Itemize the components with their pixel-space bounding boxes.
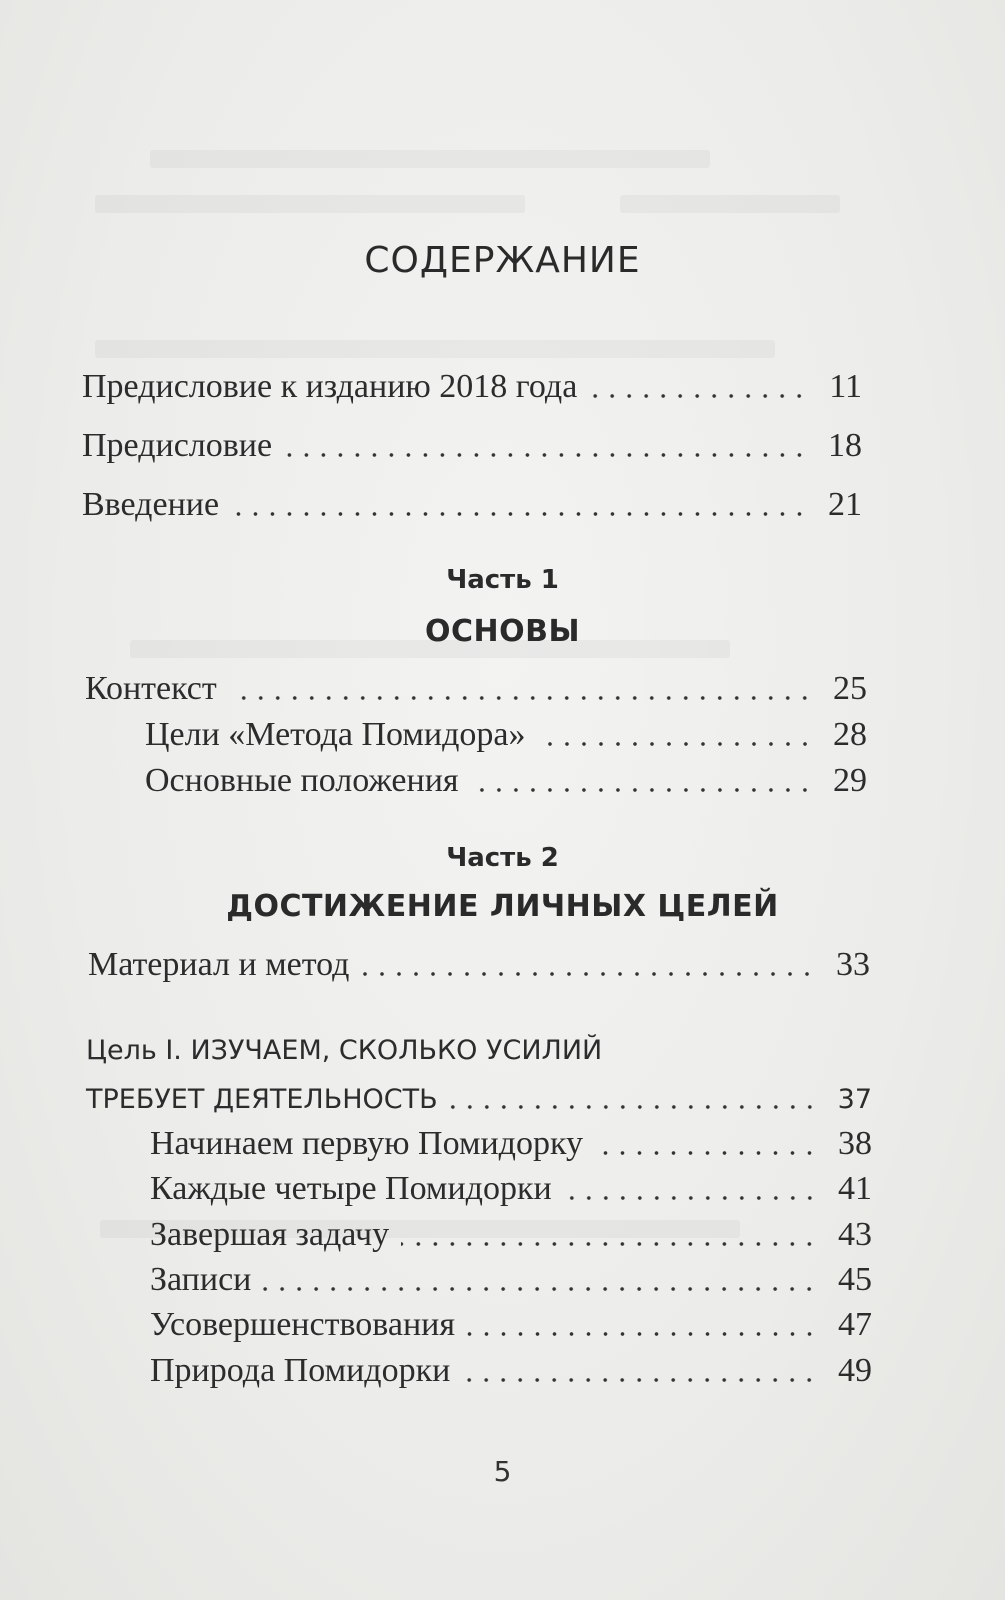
toc-entry-label: Материал и метод	[88, 946, 350, 983]
toc-entry-label: Введение	[82, 486, 220, 523]
toc-entry-page: 33	[836, 946, 870, 983]
toc-entry-page: 49	[838, 1352, 872, 1389]
toc-entry	[82, 368, 862, 406]
dot-leader	[595, 1151, 818, 1155]
toc-entry-page: 25	[833, 670, 867, 707]
dot-leader	[564, 1196, 818, 1200]
goal-heading	[86, 1084, 872, 1115]
part-label: Часть 2	[446, 843, 559, 873]
toc-entry-label: Каждые четыре Помидорки	[150, 1170, 552, 1207]
dot-leader	[471, 788, 813, 792]
show-through-shadow	[150, 150, 710, 168]
dot-leader	[361, 972, 816, 976]
toc-entry-page: 47	[838, 1306, 872, 1343]
toc-entry-page: 41	[838, 1170, 872, 1207]
toc-entry	[150, 1261, 872, 1299]
show-through-shadow	[95, 195, 525, 213]
toc-entry-label: Природа Помидорки	[150, 1352, 451, 1389]
toc-entry-label: Усовершенствования	[150, 1306, 455, 1343]
dot-leader	[589, 394, 808, 398]
toc-entry	[145, 716, 867, 754]
toc-entry	[150, 1306, 872, 1344]
toc-entry-page: 28	[833, 716, 867, 753]
toc-entry	[150, 1125, 872, 1163]
part-label: Часть 1	[446, 565, 559, 595]
dot-leader	[538, 742, 813, 746]
toc-entry	[150, 1170, 872, 1208]
toc-entry-label: Записи	[150, 1261, 252, 1298]
toc-entry-page: 37	[837, 1084, 872, 1115]
toc-entry-label: Предисловие к изданию 2018 года	[82, 368, 578, 405]
toc-entry	[88, 946, 870, 984]
dot-leader	[284, 453, 808, 457]
toc-entry	[150, 1216, 872, 1254]
toc-entry-label: Контекст	[85, 670, 217, 707]
toc-entry-page: 18	[828, 427, 862, 464]
part-title: ДОСТИЖЕНИЕ ЛИЧНЫХ ЦЕЛЕЙ	[226, 889, 779, 924]
show-through-shadow	[95, 340, 775, 358]
dot-leader	[462, 1378, 818, 1382]
dot-leader	[263, 1287, 818, 1291]
dot-leader	[467, 1332, 818, 1336]
dot-leader	[401, 1242, 818, 1246]
toc-entry-page: 21	[828, 486, 862, 523]
dot-leader	[231, 512, 808, 516]
toc-entry-label: Начинаем первую Помидорку	[150, 1125, 584, 1162]
toc-entry	[82, 486, 862, 524]
dot-leader	[229, 696, 813, 700]
toc-entry-label: Завершая задачу	[150, 1216, 390, 1253]
goal-heading-line2: ТРЕБУЕТ ДЕЯТЕЛЬНОСТЬ	[86, 1084, 438, 1115]
toc-entry-label: Основные положения	[145, 762, 459, 799]
page-number: 5	[493, 1455, 512, 1488]
toc-entry-label: Предисловие	[82, 427, 273, 464]
toc-entry-page: 11	[829, 368, 862, 405]
toc-entry-page: 43	[838, 1216, 872, 1253]
toc-entry-page: 29	[833, 762, 867, 799]
toc-entry-page: 38	[838, 1125, 872, 1162]
toc-entry-page: 45	[838, 1261, 872, 1298]
toc-entry	[85, 670, 867, 708]
toc-entry	[145, 762, 867, 800]
dot-leader	[450, 1105, 818, 1109]
toc-entry	[150, 1352, 872, 1390]
toc-entry	[82, 427, 862, 465]
toc-entry-label: Цели «Метода Помидора»	[145, 716, 526, 753]
goal-heading-line1: Цель I. ИЗУЧАЕМ, СКОЛЬКО УСИЛИЙ	[86, 1035, 603, 1066]
part-title: ОСНОВЫ	[424, 614, 581, 649]
toc-title: СОДЕРЖАНИЕ	[364, 240, 641, 281]
show-through-shadow	[620, 195, 840, 213]
